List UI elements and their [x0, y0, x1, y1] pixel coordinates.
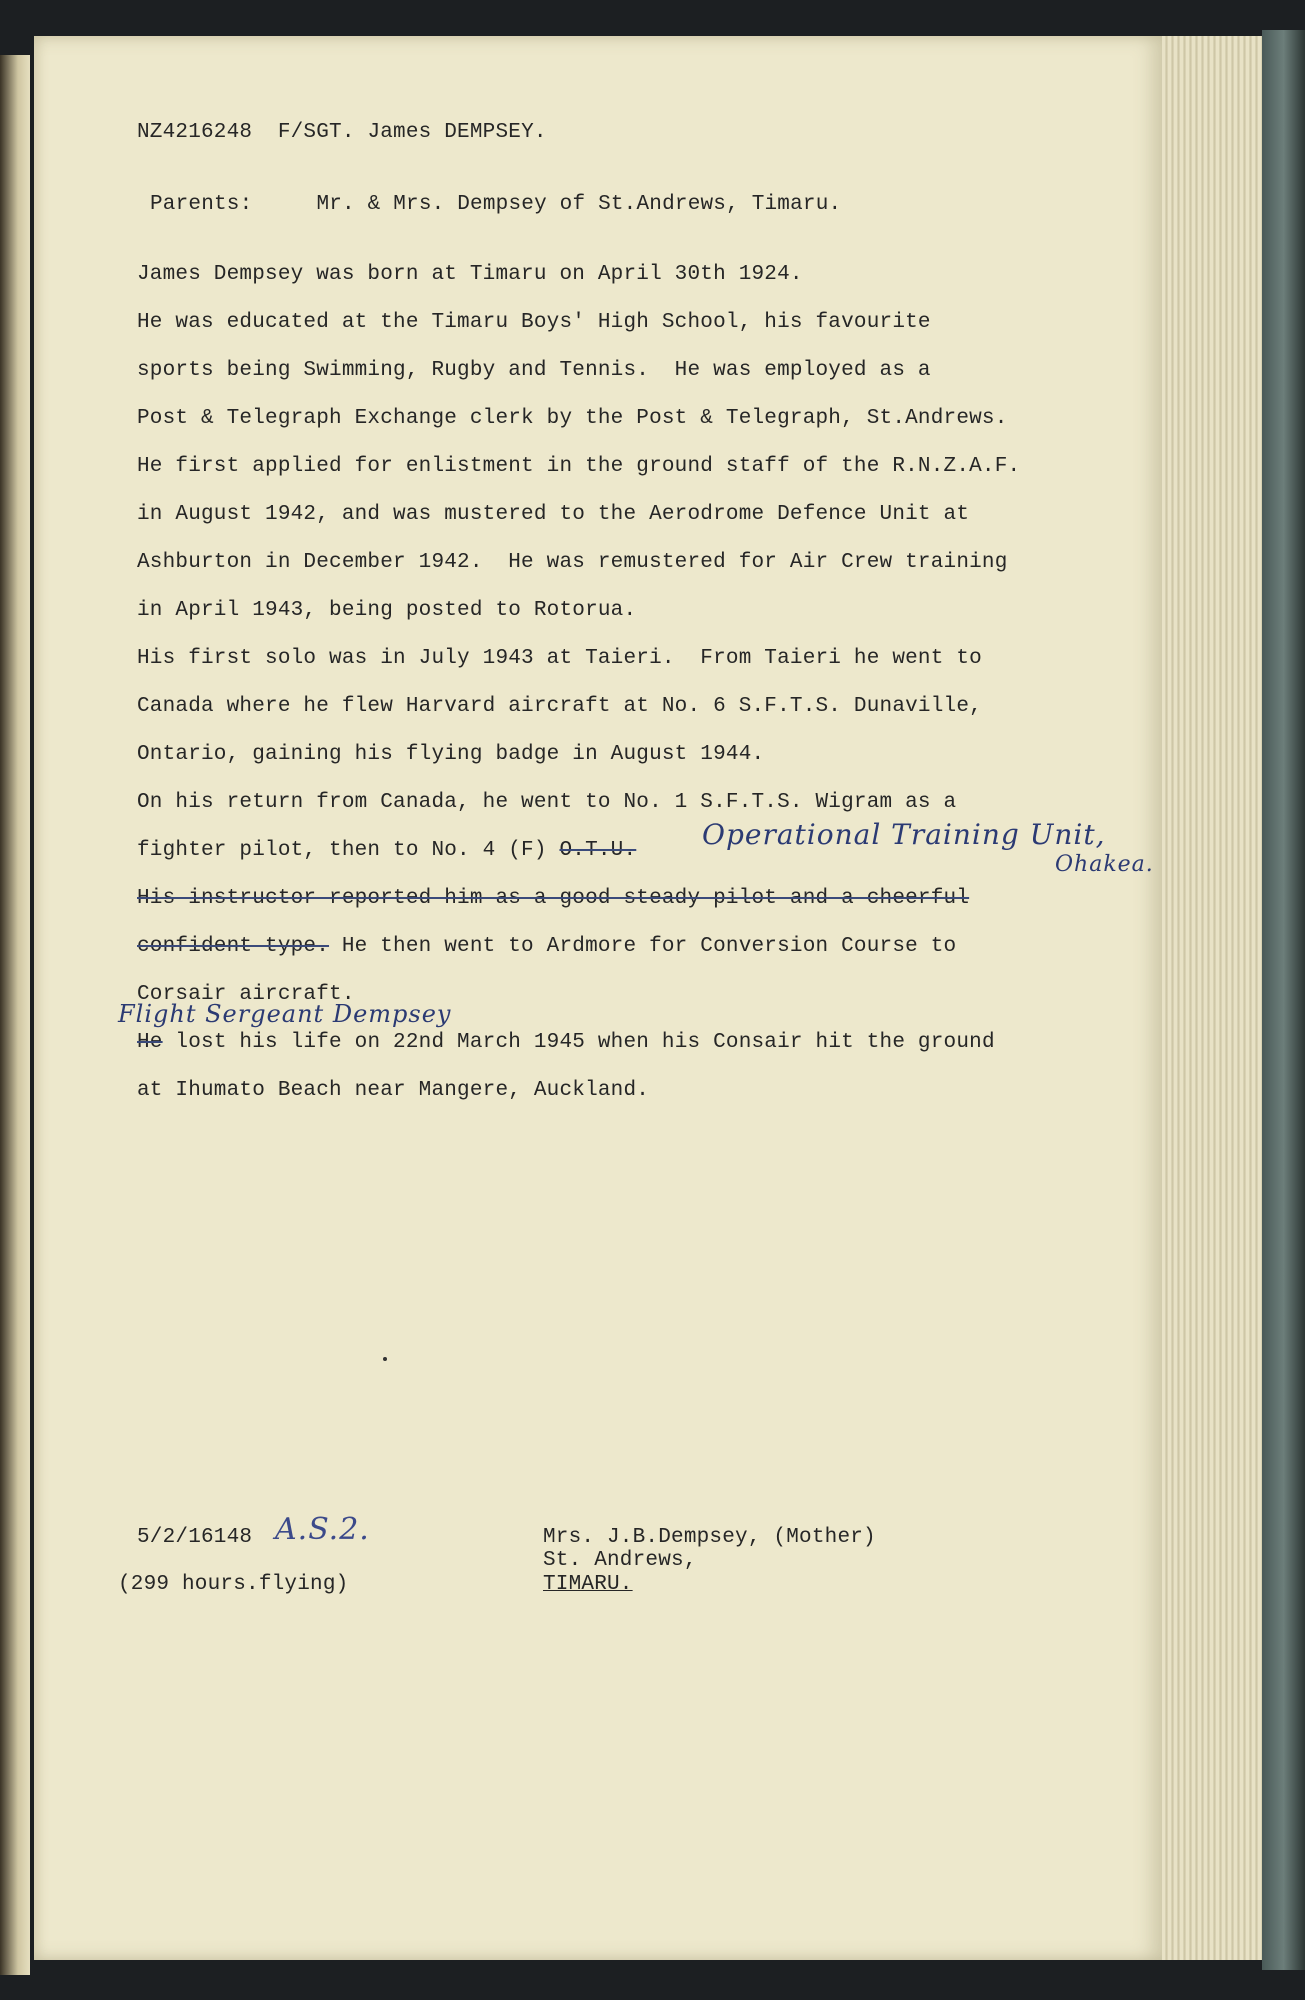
- record-header: [137, 121, 547, 145]
- body-line-9: His first solo was in July 1943 at Taieri. From Taieri he went to: [137, 647, 982, 670]
- body-line-then: [137, 935, 956, 959]
- file-reference: 5/2/16148: [137, 1526, 253, 1549]
- struck-confident-type: confident type.: [137, 935, 330, 958]
- struck-sentence-line-1: [137, 887, 969, 911]
- handwritten-ohakea: Ohakea.: [1055, 852, 1154, 877]
- address-town: TIMARU.: [543, 1573, 633, 1596]
- rank-and-name: F/SGT. James DEMPSEY.: [277, 121, 547, 144]
- struck-he: He: [137, 1031, 163, 1054]
- then-text: He then went to Ardmore for Conversion Course to: [329, 935, 957, 958]
- body-line-10: Canada where he flew Harvard aircraft at No. 6 S.F.T.S. Dunaville,: [137, 695, 982, 718]
- lost-text: lost his life on 22nd March 1945 when his Consair hit the ground: [162, 1031, 995, 1054]
- handwritten-operational-training-unit: Operational Training Unit,: [702, 818, 1106, 851]
- ink-dot: [383, 1357, 387, 1361]
- handwritten-flight-sergeant-dempsey: Flight Sergeant Dempsey: [118, 1000, 452, 1028]
- fighter-typed: fighter pilot, then to No. 4 (F): [137, 839, 560, 862]
- body-line-fighter: [137, 839, 636, 863]
- service-number: NZ4216248: [137, 121, 253, 144]
- body-line-11: Ontario, gaining his flying badge in August 1944.: [137, 743, 765, 766]
- address-line-2: St. Andrews,: [543, 1549, 697, 1572]
- body-line-5: He first applied for enlistment in the ground staff of the R.N.Z.A.F.: [137, 455, 1021, 478]
- address-line-1: Mrs. J.B.Dempsey, (Mother): [543, 1526, 876, 1549]
- struck-instructor-report: His instructor reported him as a good steady pilot and a cheerful: [137, 887, 970, 910]
- flying-hours: (299 hours.flying): [118, 1573, 349, 1596]
- body-line-last: at Ihumato Beach near Mangere, Auckland.: [137, 1079, 650, 1102]
- page-stack-edges: [1162, 36, 1262, 1960]
- body-line-8: in April 1943, being posted to Rotorua.: [137, 599, 637, 622]
- body-line-corsair: Corsair aircraft.: [137, 983, 355, 1006]
- body-line-6: in August 1942, and was mustered to the Aerodrome Defence Unit at: [137, 503, 970, 526]
- parents-label: Parents:: [150, 193, 253, 216]
- body-line-12: On his return from Canada, he went to No. 1 S.F.T.S. Wigram as a: [137, 791, 957, 814]
- body-line-3: sports being Swimming, Rugby and Tennis. He was employed as a: [137, 359, 931, 382]
- address-line-3: [543, 1573, 633, 1597]
- body-line-1: James Dempsey was born at Timaru on April 30th 1924.: [137, 263, 803, 286]
- parents-line: [150, 193, 841, 217]
- struck-otu: O.T.U.: [559, 839, 637, 862]
- body-line-4: Post & Telegraph Exchange clerk by the Post & Telegraph, St.Andrews.: [137, 407, 1008, 430]
- body-line-2: He was educated at the Timaru Boys' High School, his favourite: [137, 311, 931, 334]
- body-line-7: Ashburton in December 1942. He was remustered for Air Crew training: [137, 551, 1008, 574]
- previous-page-edge: [0, 55, 30, 1975]
- parents-text: Mr. & Mrs. Dempsey of St.Andrews, Timaru.: [316, 193, 842, 216]
- body-line-lost: [137, 1031, 995, 1055]
- handwritten-file-annotation: A.S.2.: [275, 1512, 370, 1547]
- book-cover-edge: [1262, 30, 1305, 1970]
